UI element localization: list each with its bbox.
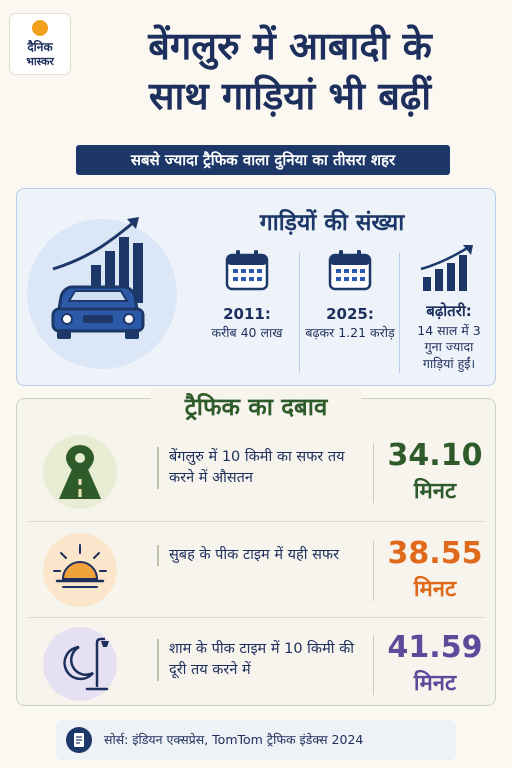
growth-chart-icon <box>417 243 481 293</box>
traffic-heading: ट्रैफिक का दबाव <box>151 387 361 427</box>
document-icon <box>66 727 92 753</box>
source-footer <box>56 720 456 760</box>
brand-logo <box>10 14 70 74</box>
calendar-icon <box>225 249 269 291</box>
row-text: शाम के पीक टाइम में 10 किमी की दूरी तय करने में <box>157 639 367 681</box>
divider <box>373 443 374 503</box>
row-unit: मिनट <box>413 671 457 696</box>
page-title-line1: बेंगलुरु में आबादी के <box>148 24 432 68</box>
stat-label: बढ़ोतरी: <box>426 302 472 320</box>
stat-value: 14 साल में 3 गुना ज्यादा गाड़ियां हुईं। <box>417 323 481 371</box>
brand-line2: भास्कर <box>26 55 54 68</box>
stat-2011 <box>197 249 297 341</box>
row-unit: मिनट <box>413 577 457 602</box>
vehicles-heading: गाड़ियों की संख्या <box>259 210 405 236</box>
sun-icon <box>32 20 48 36</box>
stat-value: करीब 40 लाख <box>211 325 283 340</box>
row-value: 41.59 <box>387 630 483 665</box>
traffic-row <box>17 425 497 517</box>
row-text: सुबह के पीक टाइम में यही सफर <box>157 545 367 566</box>
road-pin-icon <box>51 443 109 501</box>
page-title-line2: साथ गाड़ियां भी बढ़ीं <box>148 74 432 118</box>
traffic-row <box>17 617 497 709</box>
row-value: 38.55 <box>387 536 483 571</box>
stat-value: बढ़कर 1.21 करोड़ <box>305 325 395 340</box>
row-unit: मिनट <box>413 479 457 504</box>
subtitle-banner: सबसे ज्यादा ट्रैफिक वाला दुनिया का तीसरा शहर <box>76 145 450 175</box>
source-text: सोर्स: इंडियन एक्सप्रेस, TomTom ट्रैफिक इंडेक्स 2024 <box>104 732 364 747</box>
car-growth-icon <box>39 209 179 349</box>
traffic-card <box>16 393 496 706</box>
row-divider <box>29 521 485 522</box>
sunrise-icon <box>51 541 109 599</box>
stat-label: 2011: <box>223 305 271 323</box>
traffic-row <box>17 523 497 615</box>
row-value: 34.10 <box>387 438 483 473</box>
stat-label: 2025: <box>326 305 374 323</box>
moon-streetlight-icon <box>53 635 111 693</box>
stat-growth <box>399 243 499 372</box>
row-text: बेंगलुरु में 10 किमी का सफर तय करने में औसतन <box>157 447 367 489</box>
brand-line1: दैनिक <box>27 40 53 54</box>
calendar-icon <box>328 249 372 291</box>
vehicles-card <box>16 188 496 386</box>
divider <box>373 541 374 601</box>
divider <box>373 635 374 695</box>
stat-2025 <box>300 249 400 341</box>
